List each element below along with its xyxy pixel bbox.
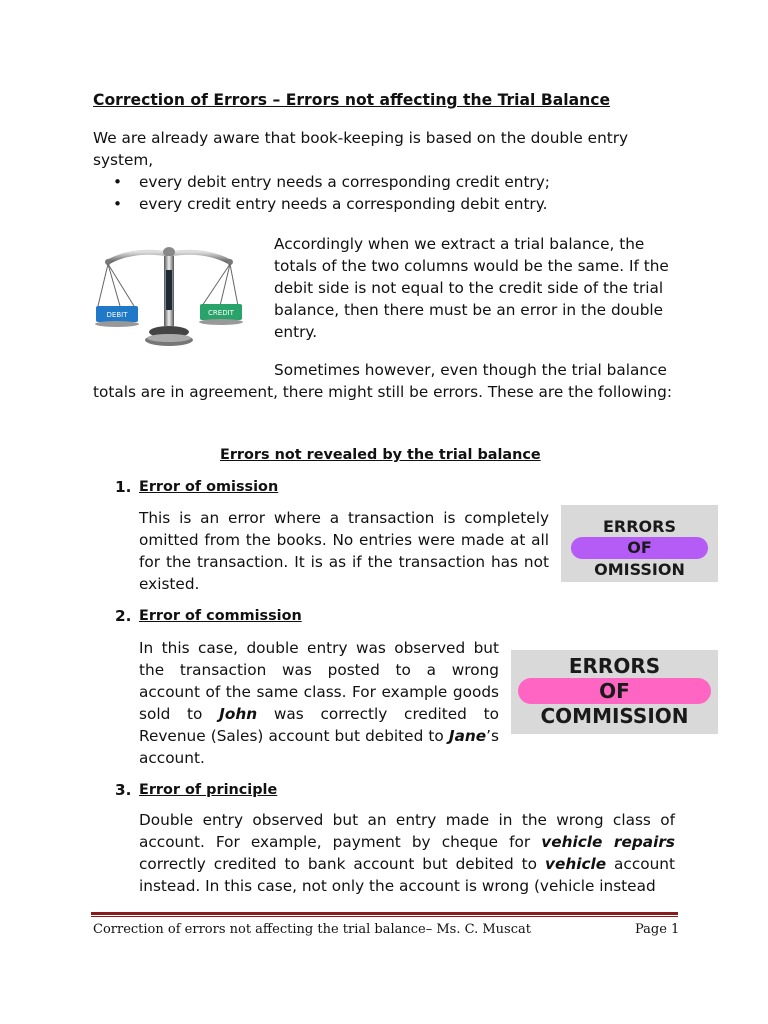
text-run: In this case, double entry was observed but the transaction was posted to a wrong account of the same class. For example goods sold to [139, 639, 499, 723]
emphasis-name: Jane [448, 727, 487, 745]
trial-balance-paragraph: Accordingly when we extract a trial balance, the totals of the two columns would be the same. If the debit side is not equal to the credit side of the trial balance, then there must be an error in the double entry. [274, 235, 669, 341]
principle-paragraph [139, 809, 675, 897]
item-number: 3. [115, 781, 132, 799]
intro-paragraph: We are already aware that book-keeping is based on the double entry system, [93, 129, 629, 169]
badge-word: COMMISSION [540, 704, 689, 728]
footer-rule [91, 912, 678, 915]
emphasis-term: vehicle repairs [541, 833, 676, 851]
item-number: 2. [115, 607, 132, 625]
badge-pill: OF [518, 678, 711, 704]
text-run: ’s account. [139, 727, 499, 767]
credit-label: CREDIT [208, 309, 234, 317]
text-run: Double entry observed but an entry made in the wrong class of account. For example, payment by cheque for [139, 811, 675, 851]
debit-label: DEBIT [106, 311, 128, 319]
bullet-item: • every credit entry needs a corresponding debit entry. [113, 193, 550, 215]
errors-of-commission-badge [511, 650, 718, 734]
badge-word: ERRORS [568, 654, 661, 678]
text-run: correctly credited to bank account but debited to [139, 855, 545, 873]
section-subheading: Errors not revealed by the trial balance [220, 447, 541, 463]
balance-scale-image [94, 240, 244, 350]
document-title: Correction of Errors – Errors not affecting the Trial Balance [93, 91, 611, 109]
emphasis-name: John [219, 705, 258, 723]
commission-paragraph [139, 637, 499, 769]
page-number: Page 1 [635, 922, 680, 937]
errors-of-omission-badge [561, 505, 718, 582]
item-heading-principle: Error of principle [139, 782, 278, 798]
item-heading-omission: Error of omission [139, 479, 279, 495]
emphasis-term: vehicle [544, 855, 607, 873]
badge-word: ERRORS [602, 517, 676, 536]
badge-pill: OF [571, 537, 708, 559]
text-run: was correctly credited to Revenue (Sales) account but debited to [139, 705, 499, 745]
badge-word: OMISSION [594, 560, 685, 579]
bullet-list [113, 171, 550, 215]
bullet-item: • every debit entry needs a corresponding credit entry; [113, 171, 550, 193]
text-run: account instead. In this case, not only the account is wrong (vehicle instead [139, 855, 675, 895]
omission-paragraph: This is an error where a transaction is completely omitted from the books. No entries were made at all for the transaction. It is as if the transaction has not existed. [139, 509, 549, 593]
errors-intro-paragraph: Sometimes however, even though the trial balance totals are in agreement, there might still be errors. These are the following: [93, 361, 673, 401]
item-number: 1. [115, 478, 132, 496]
footer-text: Correction of errors not affecting the trial balance– Ms. C. Muscat [93, 922, 531, 937]
footer-rule [91, 916, 678, 917]
item-heading-commission: Error of commission [139, 608, 302, 624]
